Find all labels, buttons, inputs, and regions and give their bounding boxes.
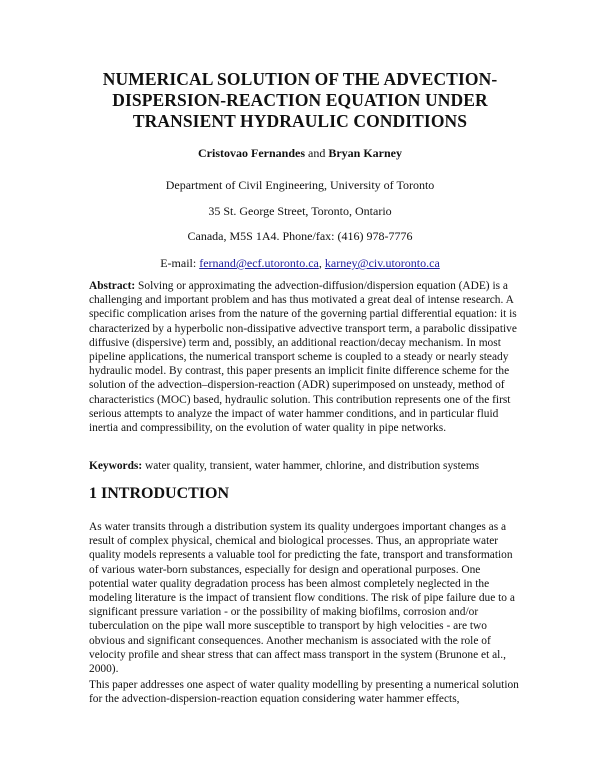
affiliation-address: 35 St. George Street, Toronto, Ontario bbox=[208, 204, 392, 218]
abstract-text: Solving or approximating the advection-diffusion/dispersion equation (ADE) is a challenging and important problem and has thus motivated a great deal of intense research. A specific complication arises from the nature of the governing partial differential equation: it is characterized by a hyperbolic non-dissipative advective transport term, a parabolic dissipative diffusive (dispersive) term and, possibly, an additional reaction/decay mechanism. In most pipeline applications, the numerical transport scheme is coupled to a steady or nearly steady hydraulic model. By contrast, this paper presents an implicit finite difference scheme for the solution of the advection–dispersion-reaction (ADR) superimposed on unsteady, method of characteristics (MOC) based, hydraulic solution. This contribution represents one of the first serious attempts to analyze the impact of water hammer conditions, and in particular fluid inertia and compressibility, on the evolution of water quality in pipe networks. bbox=[89, 280, 517, 435]
email-label: E-mail: bbox=[160, 256, 200, 270]
author-2: Bryan Karney bbox=[328, 146, 402, 160]
keywords-text: water quality, transient, water hammer, chlorine, and distribution systems bbox=[142, 460, 480, 472]
section-heading-introduction: 1 INTRODUCTION bbox=[89, 485, 230, 502]
email-separator: , bbox=[318, 256, 325, 270]
author-1: Cristovao Fernandes bbox=[198, 146, 305, 160]
keywords-label: Keywords: bbox=[89, 460, 143, 472]
email-link-2[interactable]: karney@civ.utoronto.ca bbox=[324, 256, 440, 270]
authors-conjunction: and bbox=[305, 146, 329, 160]
paper-title bbox=[60, 69, 540, 132]
title-line-1: NUMERICAL SOLUTION OF THE ADVECTION- bbox=[102, 69, 498, 89]
authors-line bbox=[0, 146, 600, 161]
keywords-paragraph bbox=[89, 459, 521, 473]
intro-paragraph-1: As water transits through a distribution system its quality undergoes important changes as a result of complex physical, chemical and biological processes. Thus, an appropriate water quality models represents a valuable tool for predicting the fate, transport and transformation of various water-born substances, especially for design and operational purposes. One potential water quality degradation process has been almost completely neglected in the modeling literature is the impact of transient flow conditions. The risk of pipe failure due to a significant pressure variation - or the possibility of making biofilms, corrosion and/or tuberculation on the pipe wall more susceptible to transport by high velocities - are two obvious and significant consequences. Another mechanism is associated with the role of velocity profile and shear stress that can affect mass transport in the system (Brunone et al., 2000). bbox=[89, 521, 515, 676]
title-line-2: DISPERSION-REACTION EQUATION UNDER bbox=[112, 90, 488, 110]
email-link-1[interactable]: fernand@ecf.utoronto.ca bbox=[199, 256, 319, 270]
abstract-label: Abstract: bbox=[89, 280, 136, 292]
affiliation-city-phone: Canada, M5S 1A4. Phone/fax: (416) 978-7776 bbox=[187, 229, 413, 243]
email-line bbox=[0, 256, 600, 271]
affiliation-department: Department of Civil Engineering, University of Toronto bbox=[165, 178, 435, 192]
title-line-3: TRANSIENT HYDRAULIC CONDITIONS bbox=[132, 111, 468, 131]
intro-paragraph-2: This paper addresses one aspect of water quality modelling by presenting a numerical solution for the advection-dispersion-reaction equation considering water hammer effects, bbox=[89, 679, 519, 706]
abstract-paragraph bbox=[89, 279, 521, 435]
